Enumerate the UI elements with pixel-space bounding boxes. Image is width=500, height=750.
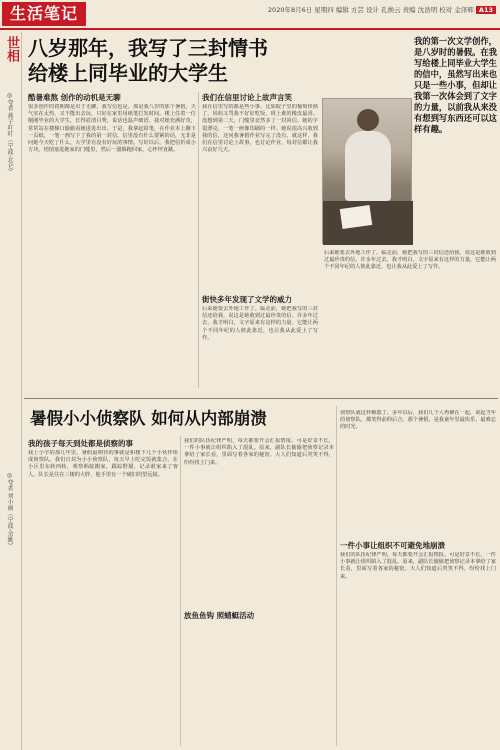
byline-article-1: ◎夸者 燕子叮叮（宁波·北仑） xyxy=(6,92,13,175)
article-2-body-col-3: 侦察队就这样解散了。多年以后，我们几个人再聚在一起，说起当年的侦察队，都笑得前仰后合。那个暑假，是我童年里最快乐、最难忘的时光。 xyxy=(340,410,496,431)
article-2-headline: 暑假小小侦察队 如何从内部崩溃 xyxy=(30,409,267,428)
page-number: A13 xyxy=(476,6,496,14)
article-1-subhead-c: 街快多年发现了文学的威力 xyxy=(202,295,292,304)
photo-caption: 我的第一次文学创作，是八岁时的暑假。在我写给楼上同毕业大学生的信中，虽然写出来也只是一些小事，但却让我第一次体会到了文字的力量，以前我从来没有想到写东西还可以这样有趣。 xyxy=(414,36,497,134)
article-2-subhead-b: 放鱼鱼钩 照蜻蜓活动 xyxy=(184,611,255,620)
section-title: 生活笔记 xyxy=(2,2,86,26)
article-1-body-col-1: 很多创作的初期都是出于无聊，我写信也是。那是我八岁的那个暑假，天气实在太热，又不能出去玩，只好在家里用纸笔打发时间。楼上住着一位刚刚毕业的大学生，长得眉清目秀，说话也温声细语。我对她充满好奇，常常站在楼梯口偷偷看她进进出出。于是，我拿起铅笔，在作业本上撕下一页纸，一笔一画写下了我的第一封信。信里没有什么要紧的话，无非是问她今天吃了什么，大学里有没有好玩的事情。写好以后，我把信折成小方块，悄悄塞进她家的门缝里，然后一溜烟跑回家，心怦怦直跳。 xyxy=(28,104,196,154)
article-2-body-col-1: 我上小学的那几年里，暑假最期待的事就是和楼下几个小伙伴组成侦察队。我们自封为小小侦察队，每天早上吃完饭就集合，在小区里东转西转，观察蚂蚁搬家，跟踪野猫，记录谁家来了客人。队长是住在三楼的大胖，他手里有一个破旧的望远镜。 xyxy=(28,450,178,478)
column-tag: 世相 xyxy=(4,36,19,62)
article-1-subhead-b: 我们在信里讨论上故声言笑 xyxy=(202,93,292,102)
byline-article-2: ◎夸者 刘小丽（宁波·余姚） xyxy=(6,472,13,549)
article-1-subhead-a: 酷暑难熬 创作的动机是无聊 xyxy=(28,93,121,102)
article-2-body-col-4: 我们的队伍纪律严明，每天都要开会汇报情报。可是好景不长，一件小事就让组织陷入了混乱。原来，副队长偷偷把侦察记录本拿给了家长看，里面写着各家的秘密。大人们知道后哭笑不得，纷纷找上门来。 xyxy=(340,552,496,580)
author-photo xyxy=(322,98,412,244)
column-divider-3 xyxy=(336,406,337,746)
issue-info xyxy=(268,5,496,14)
article-1-body-col-3: 后来她要去外地工作了。临走前，她把我写的三封信还给我，说这是她收到过最珍贵的信。许多年过去，我才明白，文字原来有这样的力量，它能让两个不同年纪的人彼此靠近，也让我从此爱上了写作。 xyxy=(202,306,318,341)
issue-details: 2020年8月6日 星期四 编辑 方芸 设计 孔焕云 责编 沈浩明 校对 金泽辉 xyxy=(267,6,474,14)
column-divider xyxy=(198,92,199,388)
column-divider-2 xyxy=(180,436,181,746)
article-1-headline xyxy=(28,36,358,86)
header-rule xyxy=(0,28,500,30)
article-2-subhead-c: 一件小事让组织不可避免地崩溃 xyxy=(340,541,445,550)
article-2-body-col-2: 我们的队伍纪律严明，每天都要开会汇报情报。可是好景不长，一件小事就让组织陷入了混乱。原来，副队长偷偷把侦察记录本拿给了家长看，里面写着各家的秘密。大人们知道后哭笑不得，纷纷找上门来。 xyxy=(184,438,334,466)
article-1-body-col-2: 我在信里写的都是些小事，比如院子里的葡萄快熟了，妈妈又骂我不好好吃饭，班上谁的橡皮最香。没想到第二天，门缝里竟然多了一封回信。她的字很漂亮，一笔一画像印刷的一样。她说很高兴收到我的信，还问我暑假作业写完了没有。就这样，我们在信里讨论上故事，也讨论作业，每封信都让我兴奋好几天。 xyxy=(202,104,318,154)
article-2-subhead-a: 我的孩子每天到处都是侦察的事 xyxy=(28,439,133,448)
side-column xyxy=(0,32,22,750)
headline-line-2: 给楼上同毕业的大学生 xyxy=(28,61,228,85)
article-divider xyxy=(24,398,498,399)
masthead xyxy=(0,0,500,30)
headline-line-1: 八岁那年，我写了三封情书 xyxy=(28,36,268,60)
article-1-body-col-4: 后来她要去外地工作了。临走前，她把我写的三封信还给我，说这是她收到过最珍贵的信。许多年过去，我才明白，文字原来有这样的力量，它能让两个不同年纪的人彼此靠近，也让我从此爱上了写作。 xyxy=(324,250,496,271)
